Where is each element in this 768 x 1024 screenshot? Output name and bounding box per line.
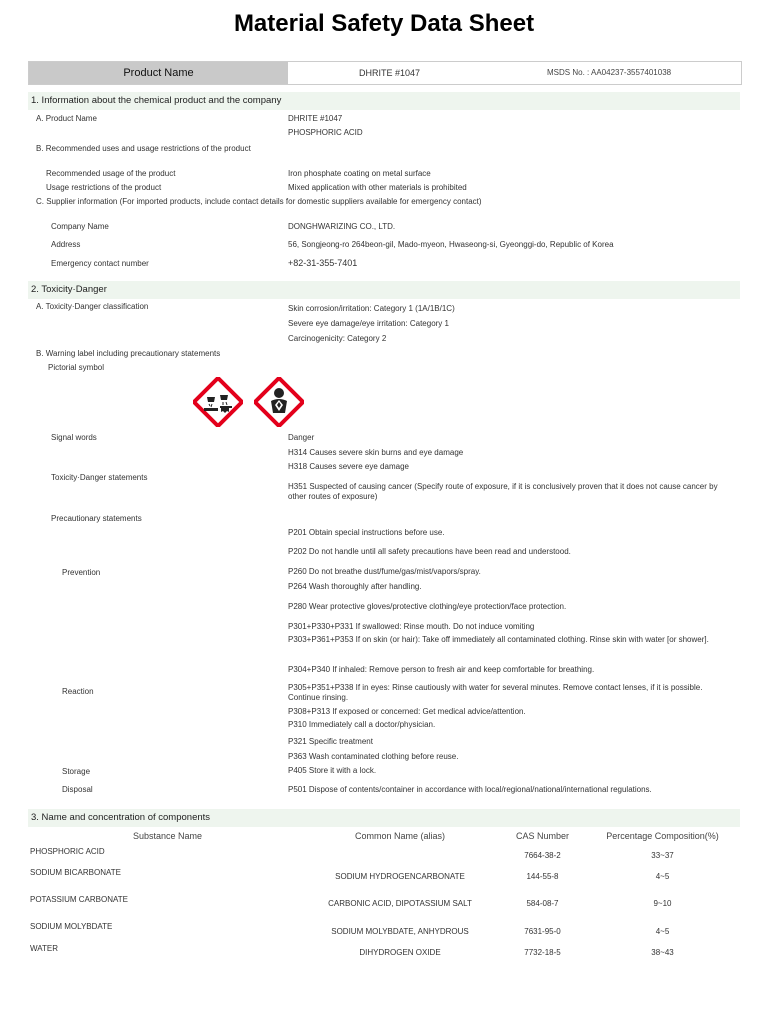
col-cas-number: CAS Number (515, 831, 569, 841)
s1-restr-label: Usage restrictions of the product (46, 183, 162, 192)
s2-tox-label: Toxicity·Danger statements (51, 473, 148, 482)
s2-h314: H314 Causes severe skin burns and eye damage (288, 448, 464, 457)
health-hazard-icon (254, 377, 304, 427)
component-substance-name: SODIUM BICARBONATE (30, 868, 121, 877)
s2-p308: P308+P313 If exposed or concerned: Get medical advice/attention. (288, 707, 526, 716)
section-1-header: 1. Information about the chemical product and the company (28, 92, 740, 110)
component-common-name: DIHYDROGEN OXIDE (359, 948, 441, 957)
component-substance-name: PHOSPHORIC ACID (30, 847, 105, 856)
s2-a-label: A. Toxicity·Danger classification (36, 302, 149, 311)
document-title: Material Safety Data Sheet (233, 10, 535, 37)
component-common-name: CARBONIC ACID, DIPOTASSIUM SALT (328, 899, 472, 908)
s2-p405: P405 Store it with a lock. (288, 766, 377, 775)
component-percentage: 38~43 (651, 948, 674, 957)
s2-signal-label: Signal words (51, 433, 97, 442)
s2-p321: P321 Specific treatment (288, 737, 373, 746)
s2-p305: P305+P351+P338 If in eyes: Rinse cautiously with water for several minutes. Remove contact lenses, if it is possible. Continue rinsing. (288, 683, 703, 702)
component-cas-number: 144-55-8 (526, 872, 559, 881)
corrosion-icon (193, 377, 243, 427)
section-3-header: 3. Name and concentration of components (28, 809, 740, 827)
s2-p201: P201 Obtain special instructions before use. (288, 528, 445, 537)
component-percentage: 33~37 (651, 851, 674, 860)
product-header-row (28, 61, 742, 85)
component-common-name: SODIUM HYDROGENCARBONATE (335, 872, 465, 881)
component-cas-number: 7631-95-0 (524, 927, 561, 936)
component-cas-number: 584-08-7 (526, 899, 559, 908)
product-name-value: DHRITE #1047 (359, 68, 421, 78)
component-substance-name: WATER (30, 944, 58, 953)
s2-storage-label: Storage (62, 767, 91, 776)
s2-p304: P304+P340 If inhaled: Remove person to fresh air and keep comfortable for breathing. (288, 665, 595, 674)
s2-p310: P310 Immediately call a doctor/physician. (288, 720, 436, 729)
component-substance-name: SODIUM MOLYBDATE (30, 922, 113, 931)
s2-prevention-label: Prevention (62, 568, 101, 577)
s2-precaution-label: Precautionary statements (51, 514, 142, 523)
s1-c-label: C. Supplier information (For imported products, include contact details for domestic suppliers available for emergency contact) (36, 197, 482, 206)
s1-address-label: Address (51, 240, 81, 249)
component-common-name: SODIUM MOLYBDATE, ANHYDROUS (331, 927, 469, 936)
s1-a-value1: DHRITE #1047 (288, 114, 343, 123)
s2-p264: P264 Wash thoroughly after handling. (288, 582, 422, 591)
s1-emergency-label: Emergency contact number (51, 259, 149, 268)
s1-a-label: A. Product Name (36, 114, 97, 123)
s1-address-value: 56, Songjeong-ro 264beon-gil, Mado-myeon, Hwaseong-si, Gyeonggi-do, Republic of Korea (288, 240, 614, 249)
s2-class-3: Carcinogenicity: Category 2 (288, 334, 387, 343)
s2-reaction-label: Reaction (62, 687, 94, 696)
component-cas-number: 7664-38-2 (524, 851, 561, 860)
s2-h318: H318 Causes severe eye damage (288, 462, 409, 471)
component-percentage: 4~5 (655, 927, 670, 936)
component-cas-number: 7732-18-5 (524, 948, 561, 957)
s2-h351: H351 Suspected of causing cancer (Specify route of exposure, if it is conclusively proven that it does not cause cancer by other routes of exposure) (288, 482, 718, 501)
s2-disposal-label: Disposal (62, 785, 93, 794)
s1-a-value2: PHOSPHORIC ACID (288, 128, 363, 137)
col-percentage: Percentage Composition(%) (606, 831, 719, 841)
s2-class-1: Skin corrosion/irritation: Category 1 (1A/1B/1C) (288, 304, 455, 313)
s2-p301: P301+P330+P331 If swallowed: Rinse mouth. Do not induce vomiting (288, 622, 535, 631)
s1-company-value: DONGHWARIZING CO., LTD. (288, 222, 396, 231)
s2-p303: P303+P361+P353 If on skin (or hair): Take off immediately all contaminated clothing. Rinse skin with water [or shower]. (288, 635, 709, 644)
s1-emergency-value: +82-31-355-7401 (288, 258, 358, 268)
col-substance-name: Substance Name (132, 831, 203, 841)
s2-p501: P501 Dispose of contents/container in accordance with local/regional/national/international regulations. (288, 785, 652, 794)
s2-p280: P280 Wear protective gloves/protective clothing/eye protection/face protection. (288, 602, 567, 611)
s2-p260: P260 Do not breathe dust/fume/gas/mist/vapors/spray. (288, 567, 481, 576)
s1-b-label: B. Recommended uses and usage restrictions of the product (36, 144, 251, 153)
s2-p202: P202 Do not handle until all safety precautions have been read and understood. (288, 547, 571, 556)
component-percentage: 9~10 (653, 899, 672, 908)
s2-b-label: B. Warning label including precautionary statements (36, 349, 221, 358)
component-percentage: 4~5 (655, 872, 670, 881)
col-common-name: Common Name (alias) (354, 831, 446, 841)
s2-p363: P363 Wash contaminated clothing before reuse. (288, 752, 459, 761)
s2-class-2: Severe eye damage/eye irritation: Category 1 (288, 319, 449, 328)
component-substance-name: POTASSIUM CARBONATE (30, 895, 128, 904)
product-name-label: Product Name (29, 62, 288, 84)
s1-restr-value: Mixed application with other materials is prohibited (288, 183, 467, 192)
s2-signal-value: Danger (288, 433, 315, 442)
s1-company-label: Company Name (51, 222, 109, 231)
msds-number: MSDS No. : AA04237-3557401038 (547, 68, 672, 77)
s2-pictorial-label: Pictorial symbol (48, 363, 105, 372)
s1-rec-usage-label: Recommended usage of the product (46, 169, 176, 178)
s1-rec-usage-value: Iron phosphate coating on metal surface (288, 169, 431, 178)
section-2-header: 2. Toxicity·Danger (28, 281, 740, 299)
